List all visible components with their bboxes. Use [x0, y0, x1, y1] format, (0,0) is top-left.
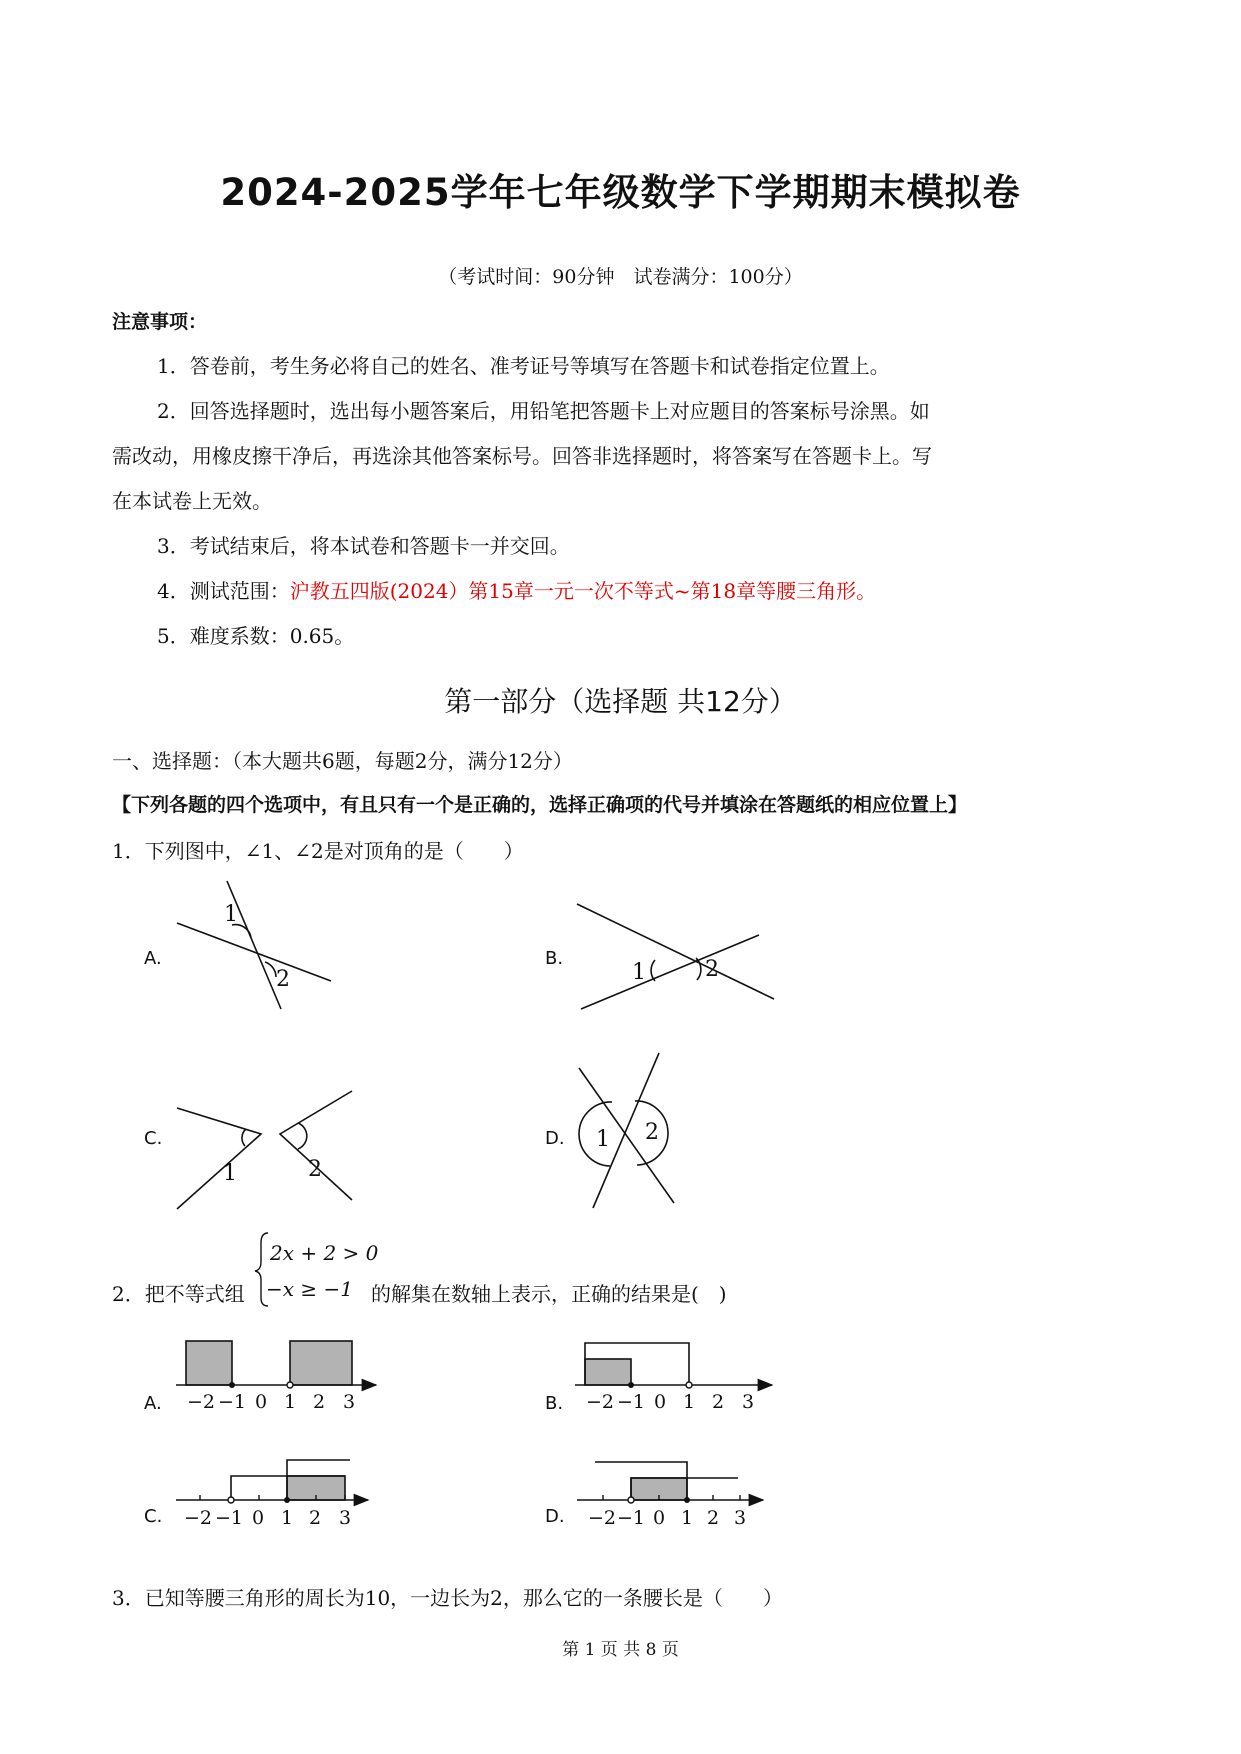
tick-label: 0: [653, 1391, 667, 1413]
q1-option-a-label[interactable]: A.: [144, 948, 162, 969]
tick-label: 0: [251, 1507, 265, 1529]
q2-stem-prefix: 2．把不等式组: [112, 1282, 245, 1306]
test-scope: 沪教五四版(2024）第15章一元一次不等式~第18章等腰三角形。: [289, 579, 877, 603]
tick-label: 3: [338, 1507, 352, 1529]
q1-d-line-1: [579, 1068, 674, 1203]
tick-label: 1: [682, 1391, 696, 1413]
notice-item-1: 1．答卷前，考生务必将自己的姓名、准考证号等填写在答题卡和试卷指定位置上。: [157, 354, 890, 378]
q3-stem: 3．已知等腰三角形的周长为10，一边长为2，那么它的一条腰长是（ ）: [112, 1586, 783, 1610]
q1-c-angle-1-arc: [242, 1129, 246, 1146]
q1-c-label-2: 2: [308, 1157, 322, 1182]
page-footer: 第 1 页 共 8 页: [562, 1640, 679, 1660]
q2-a-shade-right: [290, 1341, 352, 1385]
notice-heading: 注意事项：: [112, 311, 208, 333]
tick-label: 3: [741, 1391, 755, 1413]
tick-label: 2: [711, 1391, 725, 1413]
q1-option-b-label[interactable]: B.: [545, 948, 564, 969]
tick-label: 3: [342, 1391, 356, 1413]
q1-b-line-2: [581, 935, 759, 1009]
tick-label: −1: [616, 1507, 646, 1529]
tick-label: 3: [733, 1507, 747, 1529]
notice-item-5: 5．难度系数：0.65。: [157, 624, 355, 648]
q2-number-line-d: [577, 1462, 763, 1529]
tick-label: −1: [217, 1391, 247, 1413]
part-title: 第一部分（选择题 共12分）: [444, 685, 797, 718]
section-heading: 一、选择题：（本大题共6题，每题2分，满分12分）: [112, 749, 573, 773]
notice-item-2-line-2: 需改动，用橡皮擦干净后，再选涂其他答案标号。回答非选择题时，将答案写在答题卡上。写: [112, 444, 932, 468]
notice-item-2-line-1: 2．回答选择题时，选出每小题答案后，用铅笔把答题卡上对应题目的答案标号涂黑。如: [157, 399, 930, 423]
tick-label: −2: [183, 1507, 213, 1529]
q1-c-angle-2-arc: [298, 1123, 307, 1149]
q1-c-label-1: 1: [223, 1161, 237, 1186]
q2-number-line-c: [176, 1460, 368, 1529]
q2-system-line-2: −x ≥ −1: [266, 1277, 353, 1301]
tick-label: 2: [308, 1507, 322, 1529]
q2-option-d-label[interactable]: D.: [545, 1506, 565, 1527]
q2-system-line-1: 2x + 2 > 0: [270, 1241, 379, 1265]
tick-label: −1: [214, 1507, 244, 1529]
notice-item-3: 3．考试结束后，将本试卷和答题卡一并交回。: [157, 534, 570, 558]
q2-a-shade-left: [186, 1341, 232, 1385]
q2-option-c-label[interactable]: C.: [144, 1506, 163, 1527]
exam-title: 2024-2025学年七年级数学下学期期末模拟卷: [220, 171, 1021, 214]
q2-number-line-a: [176, 1341, 376, 1413]
q1-b-label-2: 2: [705, 957, 719, 982]
q1-b-line-1: [577, 904, 774, 999]
tick-label: −2: [585, 1391, 615, 1413]
tick-label: 2: [312, 1391, 326, 1413]
q2-option-b-label[interactable]: B.: [545, 1393, 564, 1414]
tick-label: −2: [587, 1507, 617, 1529]
tick-label: 0: [254, 1391, 268, 1413]
q1-a-label-2: 2: [276, 967, 290, 992]
q1-stem: 1．下列图中，∠1、∠2是对顶角的是（ ）: [112, 839, 524, 863]
q2-b-shade: [585, 1359, 631, 1385]
tick-label: 2: [706, 1507, 720, 1529]
q2-number-line-b: [575, 1343, 772, 1413]
q1-option-c-label[interactable]: C.: [144, 1128, 163, 1149]
q1-b-label-1: 1: [632, 960, 646, 985]
tick-label: 1: [280, 1507, 294, 1529]
q1-option-d-label[interactable]: D.: [545, 1128, 565, 1149]
q1-a-line-1: [177, 923, 331, 981]
q1-d-label-2: 2: [645, 1120, 659, 1145]
tick-label: −2: [186, 1391, 216, 1413]
q1-c-angle-1: [177, 1108, 261, 1209]
notice-item-2-line-3: 在本试卷上无效。: [112, 489, 272, 513]
exam-subtitle: （考试时间：90分钟 试卷满分：100分）: [438, 266, 803, 288]
q1-a-label-1: 1: [224, 902, 238, 927]
tick-label: 1: [680, 1507, 694, 1529]
tick-label: 0: [652, 1507, 666, 1529]
instruction: 【下列各题的四个选项中，有且只有一个是正确的，选择正确项的代号并填涂在答题纸的相应位置上】: [112, 794, 968, 816]
q1-d-label-1: 1: [596, 1127, 610, 1152]
q2-option-a-label[interactable]: A.: [144, 1393, 162, 1414]
tick-label: −1: [616, 1391, 646, 1413]
tick-label: 1: [283, 1391, 297, 1413]
q1-c-angle-2: [280, 1091, 352, 1200]
q2-stem-suffix: 的解集在数轴上表示，正确的结果是( ): [371, 1282, 727, 1306]
notice-item-4-prefix: 4．测试范围：: [157, 579, 290, 603]
